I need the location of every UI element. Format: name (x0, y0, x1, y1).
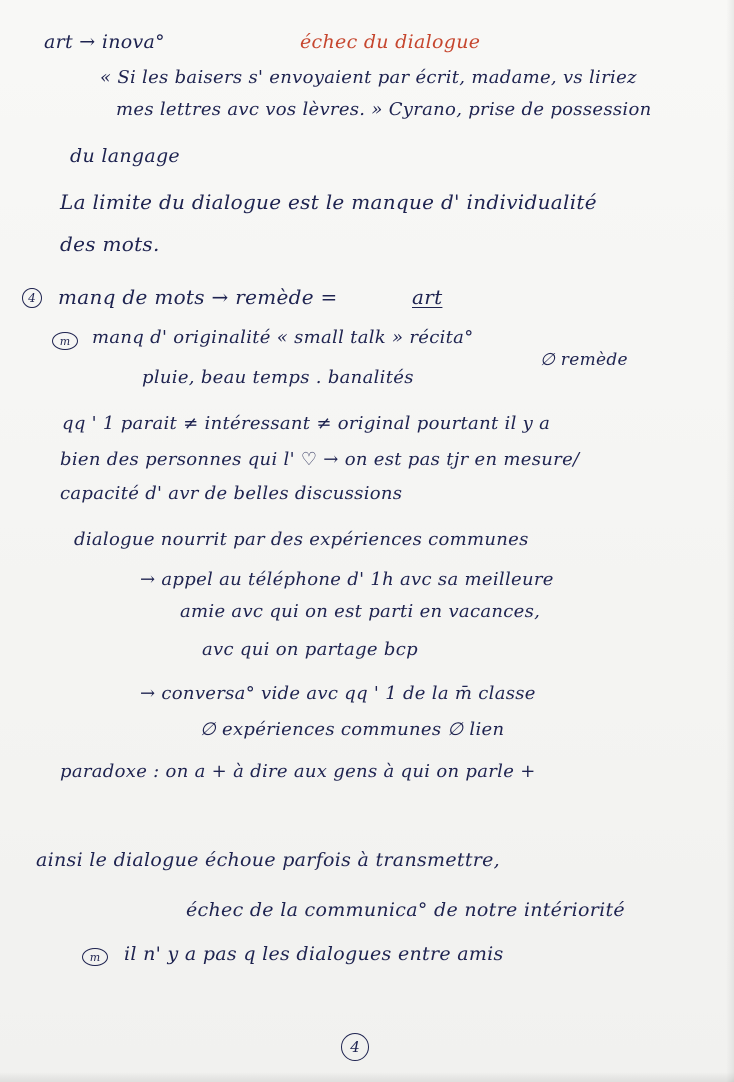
quote-line-3: du langage (70, 145, 180, 167)
section-number-circle: 4 (22, 288, 42, 308)
limit-line-1: La limite du dialogue est le manque d' individualité (60, 190, 597, 214)
mark-circle-m-2: m (82, 948, 108, 966)
phone-call-line-3: avc qui on partage bcp (202, 639, 418, 660)
echec-communication-line: échec de la communica° de notre intériorité (186, 899, 625, 921)
not-only-friends-line: il n' y a pas q les dialogues entre amis (124, 943, 504, 965)
heading-art-inovation: art → inova° (44, 31, 165, 53)
phone-call-line-1: → appel au téléphone d' 1h avc sa meilleure (140, 569, 554, 590)
banalites-line: pluie, beau temps . banalités (142, 367, 414, 388)
capacity-line: capacité d' avr de belles discussions (60, 483, 403, 504)
paradoxe-line: paradoxe : on a + à dire aux gens à qui on parle + (60, 761, 536, 782)
limit-line-2: des mots. (60, 232, 160, 256)
page-bottom-shadow (0, 1072, 734, 1082)
phone-call-line-2: amie avc qui on est parti en vacances, (180, 601, 541, 622)
quote-line-1: « Si les baisers s' envoyaient par écrit, madame, vs liriez (100, 67, 637, 88)
ainsi-line: ainsi le dialogue échoue parfois à transmettre, (36, 849, 501, 871)
page-edge-shadow (726, 0, 734, 1082)
persons-line: bien des personnes qui l' ♡ → on est pas tjr en mesure/ (60, 449, 580, 470)
no-remede: ∅ remède (540, 350, 628, 370)
quote-line-2: mes lettres avc vos lèvres. » Cyrano, prise de possession (116, 99, 652, 120)
remede-art: art (412, 285, 443, 309)
no-common-experiences: ∅ expériences communes ∅ lien (200, 719, 505, 740)
heading-echec-du-dialogue: échec du dialogue (300, 31, 481, 53)
empty-conversation-line: → conversa° vide avc qq ' 1 de la m̄ classe (140, 683, 536, 704)
manque-originalite-line: manq d' originalité « small talk » récita° (92, 327, 474, 348)
interesting-line: qq ' 1 parait ≠ intéressant ≠ original pourtant il y a (62, 413, 551, 434)
manque-de-mots-line: manq de mots → remède = (58, 285, 338, 309)
page-number-circle: 4 (341, 1033, 369, 1061)
mark-circle-m: m (52, 332, 78, 350)
experiences-line: dialogue nourrit par des expériences communes (74, 529, 529, 550)
